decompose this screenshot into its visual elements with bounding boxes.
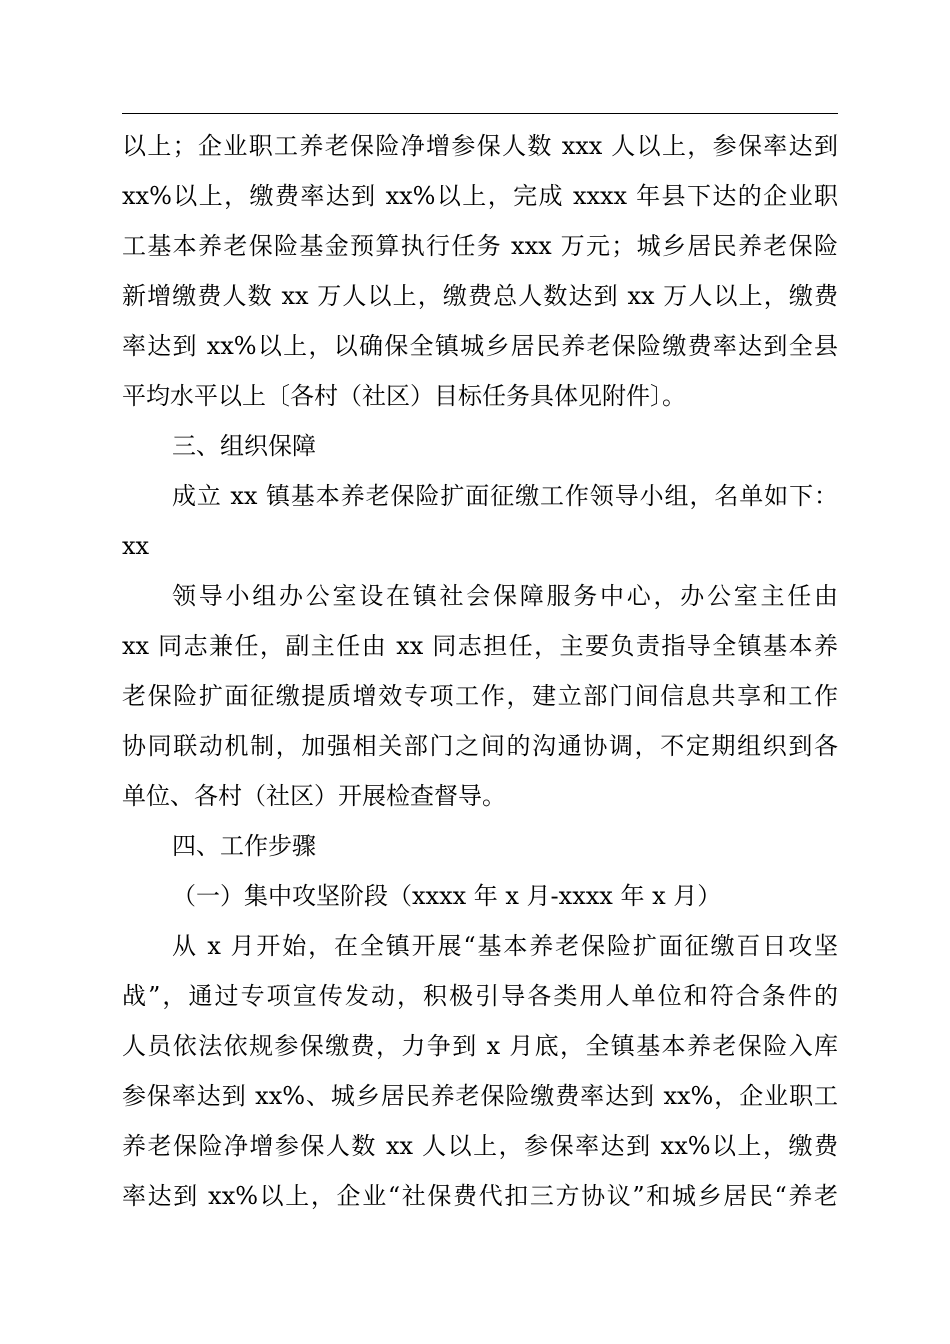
text-line: xx	[122, 532, 150, 560]
text-line: xx%以上，缴费率达到 xx%以上，完成 xxxx 年县下达的企业职	[122, 182, 838, 210]
text-line: 以上；企业职工养老保险净增参保人数 xxx 人以上，参保率达到	[122, 132, 838, 160]
text-line: 老保险扩面征缴提质增效专项工作，建立部门间信息共享和工作	[122, 682, 838, 710]
text-line: 从 x 月开始，在全镇开展“基本养老保险扩面征缴百日攻坚	[172, 932, 838, 960]
text-line: 率达到 xx%以上，企业“社保费代扣三方协议”和城乡居民“养老	[122, 1182, 838, 1210]
text-line: 工基本养老保险基金预算执行任务 xxx 万元；城乡居民养老保险	[122, 232, 838, 260]
section-heading: 三、组织保障	[172, 432, 316, 460]
text-line: 人员依法依规参保缴费，力争到 x 月底，全镇基本养老保险入库	[122, 1032, 838, 1060]
text-line: 协同联动机制，加强相关部门之间的沟通协调，不定期组织到各	[122, 732, 838, 760]
header-rule	[122, 113, 838, 114]
text-line: 养老保险净增参保人数 xx 人以上，参保率达到 xx%以上，缴费	[122, 1132, 838, 1160]
text-line: 平均水平以上〔各村（社区）目标任务具体见附件〕。	[122, 382, 686, 410]
section-heading: 四、工作步骤	[172, 832, 316, 860]
subsection-heading: （一）集中攻坚阶段（xxxx 年 x 月-xxxx 年 x 月）	[172, 882, 722, 910]
text-line: 新增缴费人数 xx 万人以上，缴费总人数达到 xx 万人以上，缴费	[122, 282, 838, 310]
text-line: 战”，通过专项宣传发动，积极引导各类用人单位和符合条件的	[122, 982, 838, 1010]
text-line: 领导小组办公室设在镇社会保障服务中心，办公室主任由	[172, 582, 838, 610]
document-body	[122, 121, 838, 1221]
text-line: 单位、各村（社区）开展检查督导。	[122, 782, 506, 810]
text-line: 参保率达到 xx%、城乡居民养老保险缴费率达到 xx%，企业职工	[122, 1082, 838, 1110]
text-line: 成立 xx 镇基本养老保险扩面征缴工作领导小组，名单如下：	[172, 482, 838, 510]
text-line: xx 同志兼任，副主任由 xx 同志担任，主要负责指导全镇基本养	[122, 632, 838, 660]
text-line: 率达到 xx%以上，以确保全镇城乡居民养老保险缴费率达到全县	[122, 332, 838, 360]
